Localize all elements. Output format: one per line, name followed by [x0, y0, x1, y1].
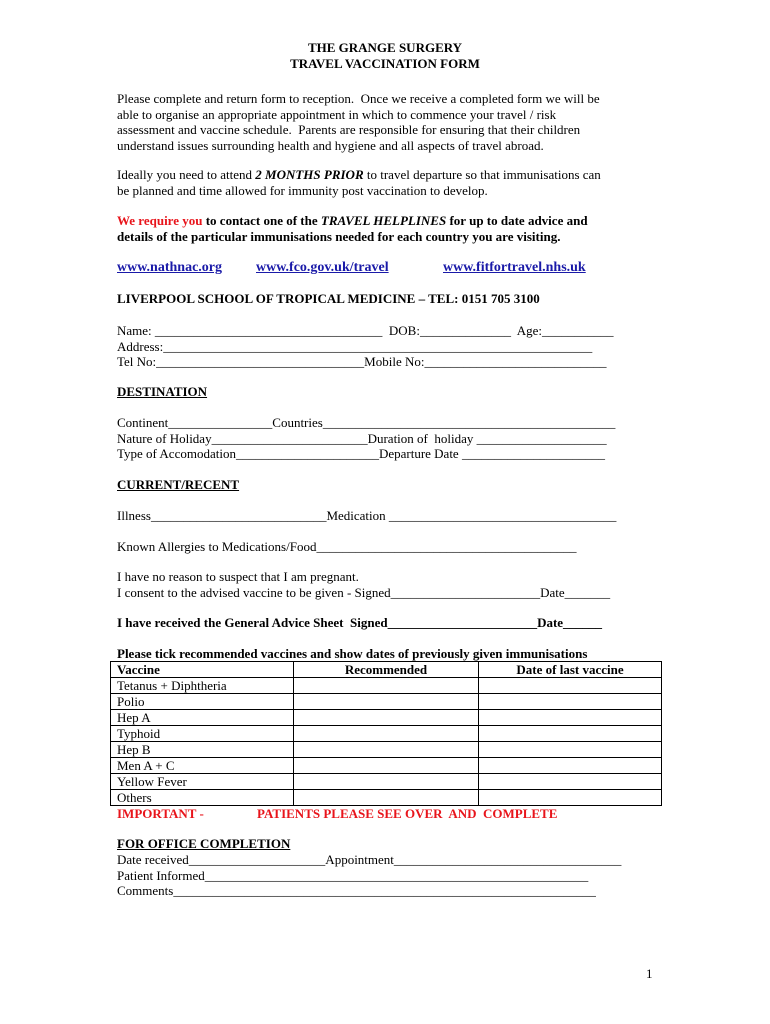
address-field[interactable]: Address:__________________________________________________________________: [117, 339, 593, 354]
patient-informed-field[interactable]: Patient Informed___________________________________________________________: [117, 868, 589, 883]
accommodation-departure-field[interactable]: Type of Accomodation______________________Departure Date ______________________: [117, 446, 605, 461]
table-row: [111, 790, 662, 806]
recommended-cell[interactable]: [294, 774, 479, 790]
timing-line-1: [117, 167, 601, 182]
date-cell[interactable]: [479, 678, 662, 694]
date-cell[interactable]: [479, 790, 662, 806]
liverpool-contact: LIVERPOOL SCHOOL OF TROPICAL MEDICINE – TEL: 0151 705 3100: [117, 291, 540, 306]
name-dob-age-field[interactable]: Name: ___________________________________ DOB:______________ Age:___________: [117, 323, 614, 338]
date-received-appointment-field[interactable]: Date received_____________________Appointment___________________________________: [117, 852, 622, 867]
vaccine-column-header: Vaccine: [111, 662, 294, 678]
recommended-cell[interactable]: [294, 726, 479, 742]
date-cell[interactable]: [479, 758, 662, 774]
recommended-cell[interactable]: [294, 678, 479, 694]
date-cell[interactable]: [479, 742, 662, 758]
link-nathnac[interactable]: www.nathnac.org: [117, 260, 223, 275]
timing-text-post: to travel departure so that immunisations can: [363, 167, 601, 182]
recommended-cell[interactable]: [294, 710, 479, 726]
date-cell[interactable]: [479, 726, 662, 742]
recommended-cell[interactable]: [294, 790, 479, 806]
helpline-text: to contact one of the: [202, 213, 321, 228]
table-row: [111, 694, 662, 710]
helpline-line-1: [117, 213, 588, 228]
timing-line-2: be planned and time allowed for immunity post vaccination to develop.: [117, 183, 488, 198]
holiday-duration-field[interactable]: Nature of Holiday________________________Duration of holiday ____________________: [117, 431, 607, 446]
table-row: [111, 758, 662, 774]
recommended-cell[interactable]: [294, 742, 479, 758]
table-row: [111, 742, 662, 758]
consent-signature-field[interactable]: I consent to the advised vaccine to be given - Signed_______________________Date_______: [117, 585, 611, 600]
recommended-cell[interactable]: [294, 694, 479, 710]
office-heading: FOR OFFICE COMPLETION: [117, 836, 291, 851]
date-cell[interactable]: [479, 710, 662, 726]
vaccine-table-header: [111, 662, 662, 678]
helpline-emphasis: TRAVEL HELPLINES: [320, 213, 447, 228]
link-fitfortravel[interactable]: www.fitfortravel.nhs.uk: [443, 260, 586, 275]
form-title: TRAVEL VACCINATION FORM: [290, 56, 480, 71]
intro-line-1: Please complete and return form to reception. Once we receive a completed form we will be: [117, 91, 600, 106]
illness-medication-field[interactable]: Illness___________________________Medication ___________________________________: [117, 508, 617, 523]
date-cell[interactable]: [479, 774, 662, 790]
surgery-title: THE GRANGE SURGERY: [307, 40, 463, 55]
comments-field[interactable]: Comments_________________________________________________________________: [117, 883, 596, 898]
date-cell[interactable]: [479, 694, 662, 710]
vaccine-name: Yellow Fever: [111, 774, 294, 790]
table-row: [111, 726, 662, 742]
timing-emphasis: 2 MONTHS PRIOR: [255, 167, 364, 182]
intro-line-3: assessment and vaccine schedule. Parents are responsible for ensuring that their children: [117, 122, 581, 137]
continent-countries-field[interactable]: Continent________________Countries_____________________________________________: [117, 415, 616, 430]
table-row: [111, 774, 662, 790]
recommended-cell[interactable]: [294, 758, 479, 774]
page-number: 1: [646, 966, 653, 981]
current-recent-heading: CURRENT/RECENT: [117, 477, 240, 492]
allergies-field[interactable]: Known Allergies to Medications/Food________________________________________: [117, 539, 577, 554]
link-fco[interactable]: www.fco.gov.uk/travel: [256, 260, 389, 275]
advice-sheet-signature-field[interactable]: I have received the General Advice Sheet Signed_______________________Date______: [117, 615, 603, 630]
important-message: PATIENTS PLEASE SEE OVER AND COMPLETE: [257, 806, 558, 821]
helpline-line-2: details of the particular immunisations needed for each country you are visiting.: [117, 229, 561, 244]
recommended-column-header: Recommended: [294, 662, 479, 678]
important-label: IMPORTANT -: [117, 806, 204, 821]
table-row: [111, 710, 662, 726]
vaccine-table-caption: Please tick recommended vaccines and show dates of previously given immunisations: [117, 646, 588, 661]
vaccine-name: Hep A: [111, 710, 294, 726]
vaccine-table: [110, 661, 662, 806]
table-row: [111, 678, 662, 694]
vaccine-name: Others: [111, 790, 294, 806]
date-column-header: Date of last vaccine: [479, 662, 662, 678]
pregnancy-statement: I have no reason to suspect that I am pregnant.: [117, 569, 359, 584]
intro-line-4: understand issues surrounding health and hygiene and all aspects of travel abroad.: [117, 138, 544, 153]
destination-heading: DESTINATION: [117, 384, 208, 399]
timing-text: Ideally you need to attend: [117, 167, 256, 182]
vaccine-name: Men A + C: [111, 758, 294, 774]
vaccine-name: Polio: [111, 694, 294, 710]
vaccine-name: Tetanus + Diphtheria: [111, 678, 294, 694]
vaccine-name: Typhoid: [111, 726, 294, 742]
require-you-text: We require you: [117, 213, 203, 228]
intro-line-2: able to organise an appropriate appointment in which to commence your travel / risk: [117, 107, 557, 122]
tel-mobile-field[interactable]: Tel No:________________________________Mobile No:____________________________: [117, 354, 607, 369]
helpline-text-post: for up to date advice and: [446, 213, 588, 228]
vaccine-name: Hep B: [111, 742, 294, 758]
